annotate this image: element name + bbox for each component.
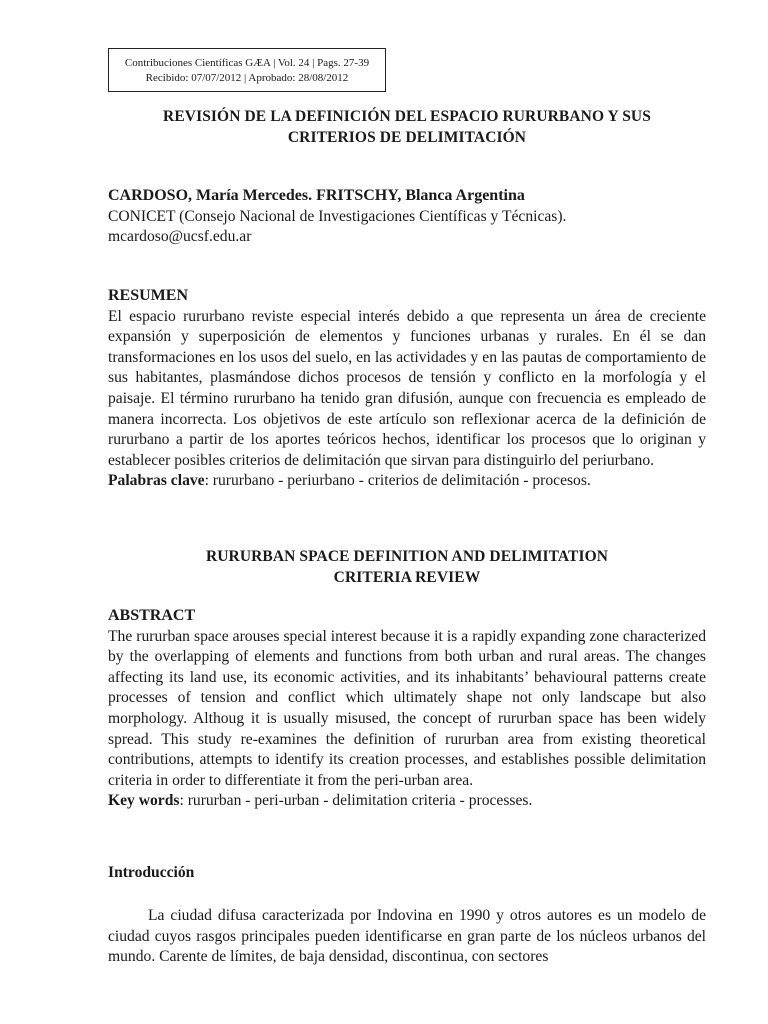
keywords-en: : rururban - peri-urban - delimitation criteria - processes. <box>179 792 533 810</box>
english-title-line-2: CRITERIA REVIEW <box>333 569 481 586</box>
spanish-title-line-2: CRITERIOS DE DELIMITACIÓN <box>287 129 527 146</box>
keywords-label-es: Palabras clave <box>108 472 205 490</box>
abstract-heading: ABSTRACT <box>108 607 196 624</box>
intro-paragraph: La ciudad difusa caracterizada por Indovina en 1990 y otros autores es un modelo de ciudad cuyos rasgos principales pueden identificarse en gran parte de los núcleos urbanos del mundo. Carente de límites, de baja densidad, discontinua, con sectores <box>108 907 706 966</box>
journal-dates: Recibido: 07/07/2012 | Aprobado: 28/08/2012 <box>145 72 349 84</box>
intro-heading: Introducción <box>108 864 195 881</box>
resumen-keywords <box>108 471 706 492</box>
english-title-line-1: RURURBAN SPACE DEFINITION AND DELIMITATION <box>205 548 609 565</box>
spanish-title <box>108 106 706 148</box>
keywords-es: : rururbano - periurbano - criterios de delimitación - procesos. <box>204 472 591 490</box>
english-title <box>108 546 706 588</box>
spanish-title-line-1: REVISIÓN DE LA DEFINICIÓN DEL ESPACIO RURURBANO Y SUS <box>163 108 651 125</box>
journal-info-box <box>108 48 386 92</box>
abstract-keywords <box>108 791 706 812</box>
abstract-body: The rururban space arouses special interest because it is a rapidly expanding zone characterized by the overlapping of elements and functions from both urban and rural areas. The changes affecting its land use, its economic activities, and its inhabitants’ behavioural patterns create processes of tension and conflict which ultimately shape not only landscape but also morphology. Althoug it is usually misused, the concept of rururban space has been widely spread. This study re-examines the definition of rururban area from existing theoretical contributions, attempts to identify its creation processes, and establishes possible delimitation criteria in order to differentiate it from the peri-urban area. <box>108 627 706 789</box>
author-affiliation: CONICET (Consejo Nacional de Investigaciones Científicas y Técnicas). <box>108 207 567 225</box>
journal-citation: Contribuciones Científicas GÆA | Vol. 24 | Pags. 27-39 <box>124 57 370 69</box>
keywords-label-en: Key words <box>108 792 180 810</box>
abstract-section <box>108 606 706 812</box>
author-email: mcardoso@ucsf.edu.ar <box>108 228 252 246</box>
author-block <box>108 186 706 248</box>
resumen-section <box>108 286 706 492</box>
resumen-body: El espacio rururbano reviste especial interés debido a que representa un área de creciente expansión y superposición de elementos y funciones urbanas y rurales. En él se dan transformaciones en los usos del suelo, en las actividades y en las pautas de comportamiento de sus habitantes, plasmándose dichos procesos de tensión y conflicto en la morfología y el paisaje. El término rururbano ha tenido gran difusión, aunque con frecuencia es empleado de manera incorrecta. Los objetivos de este artículo son reflexionar acerca de la definición de rururbano a partir de los aportes teóricos hechos, identificar los procesos que lo originan y establecer posibles criterios de delimitación que sirvan para distinguirlo del periurbano. <box>108 307 706 469</box>
author-names: CARDOSO, María Mercedes. FRITSCHY, Blanca Argentina <box>108 187 525 204</box>
resumen-heading: RESUMEN <box>108 287 189 304</box>
